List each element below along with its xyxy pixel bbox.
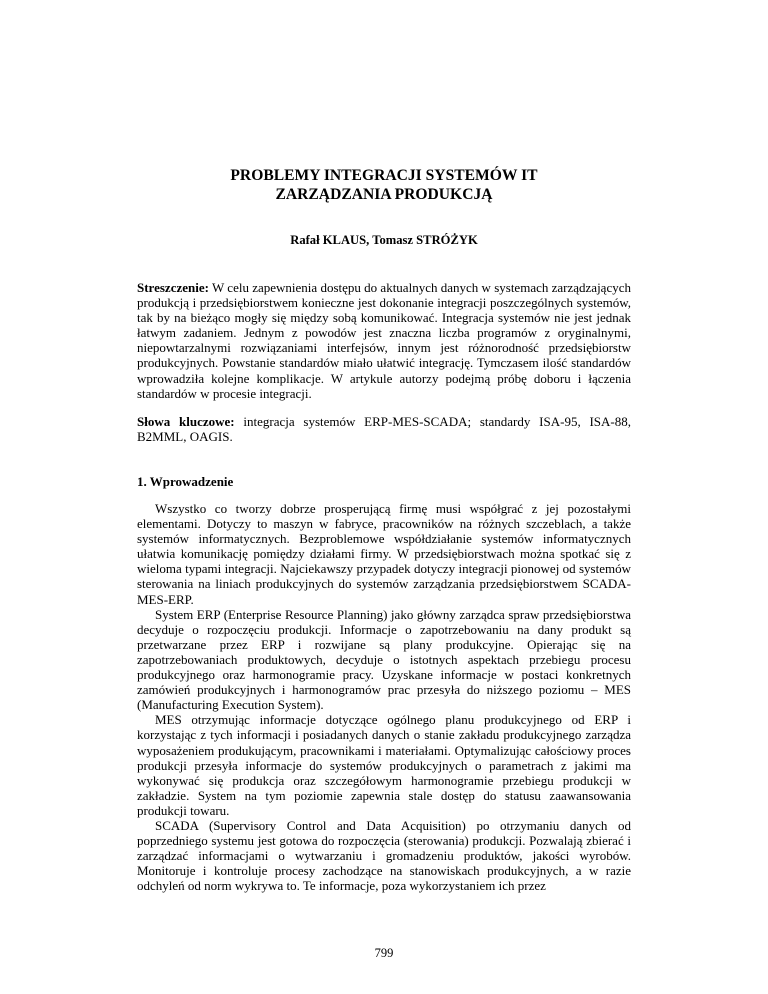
paragraph: System ERP (Enterprise Resource Planning) jako główny zarządca spraw przedsiębiorstwa decyduje o rozpoczęciu produkcji. Informacje o zapotrzebowaniu na dany produkt są przetwarzane przez ERP i rozwijane są plany produkcyjne. Opierając się na zapotrzebowaniach produktowych, decyduje o istotnych aspektach przebiegu procesu produkcyjnego oraz harmonogramie pracy. Uzyskane informacje w postaci konkretnych zamówień produkcyjnych i harmonogramów prac przesyła do niższego poziomu – MES (Manufacturing Execution System). (137, 606, 631, 713)
page-number: 799 (374, 946, 394, 960)
keywords-label: Słowa kluczowe: (137, 414, 235, 429)
paragraph: Wszystko co tworzy dobrze prosperującą firmę musi współgrać z jej pozostałymi elementami. Dotyczy to maszyn w fabryce, pracowników na różnych szczeblach, a także systemów informatycznych. Bezproblemowe współdziałanie systemów informatycznych ułatwia komunikację pomiędzy działami firmy. W przedsiębiorstwach można spotkać się z wieloma typami integracji. Najciekawszy przypadek dotyczy integracji pionowej od systemów sterowania na liniach produkcyjnych do systemów zarządzania przedsiębiorstwem SCADA-MES-ERP. (137, 501, 631, 607)
title-line-2: ZARZĄDZANIA PRODUKCJĄ (275, 186, 493, 203)
body-text (137, 501, 631, 893)
abstract (137, 280, 631, 401)
keywords (137, 414, 631, 444)
paragraph: MES otrzymując informacje dotyczące ogólnego planu produkcyjnego od ERP i korzystając z tych informacji i posiadanych danych o stanie zakładu produkcyjnego zarządza wyposażeniem produkującym, pracownikami i materiałami. Optymalizując całościowy proces produkcji przesyła informacje do systemów produkcyjnych o parametrach z jakimi ma wykonywać się produkcja oraz szczegółowym harmonogramie przebiegu produkcji w zakładzie. System na tym poziomie zapewnia stale dostęp do statusu zaawansowania produkcji towaru. (137, 712, 631, 818)
keywords-text: integracja systemów ERP-MES-SCADA; standardy ISA-95, ISA-88, B2MML, OAGIS. (137, 414, 631, 445)
paragraph: SCADA (Supervisory Control and Data Acquisition) po otrzymaniu danych od poprzedniego systemu jest gotowa do rozpoczęcia (sterowania) produkcji. Pozwalają zbierać i zarządzać informacjami o wytwarzaniu i gromadzeniu produktów, jakości wyrobów. Monitoruje i kontroluje procesy zachodzące na stanowiskach produkcyjnych, a w razie odchyleń od norm wykrywa to. Te informacje, poza wykorzystaniem ich przez (137, 817, 631, 894)
abstract-label: Streszczenie: (137, 280, 209, 295)
title-line-1: PROBLEMY INTEGRACJI SYSTEMÓW IT (230, 167, 538, 184)
paper-page (137, 0, 631, 994)
authors: Rafał KLAUS, Tomasz STRÓŻYK (290, 233, 478, 247)
abstract-text: W celu zapewnienia dostępu do aktualnych danych w systemach zarządzających produkcją i przedsiębiorstwem konieczne jest dokonanie integracji poszczególnych systemów, tak by na bieżąco mogły się między sobą komunikować. Integracja systemów nie jest jednak łatwym zadaniem. Jednym z powodów jest znaczna liczba programów z oryginalnymi, niepowtarzalnymi rozwiązaniami interfejsów, innym jest różnorodność przedsiębiorstw produkcyjnych. Powstanie standardów miało ułatwić integrację. Tymczasem ilość standardów wprowadziła kolejne komplikacje. W artykule autorzy podejmą próbę doboru i łączenia standardów w procesie integracji. (137, 280, 631, 401)
paper-title (137, 166, 631, 204)
section-heading: 1. Wprowadzenie (137, 474, 234, 489)
